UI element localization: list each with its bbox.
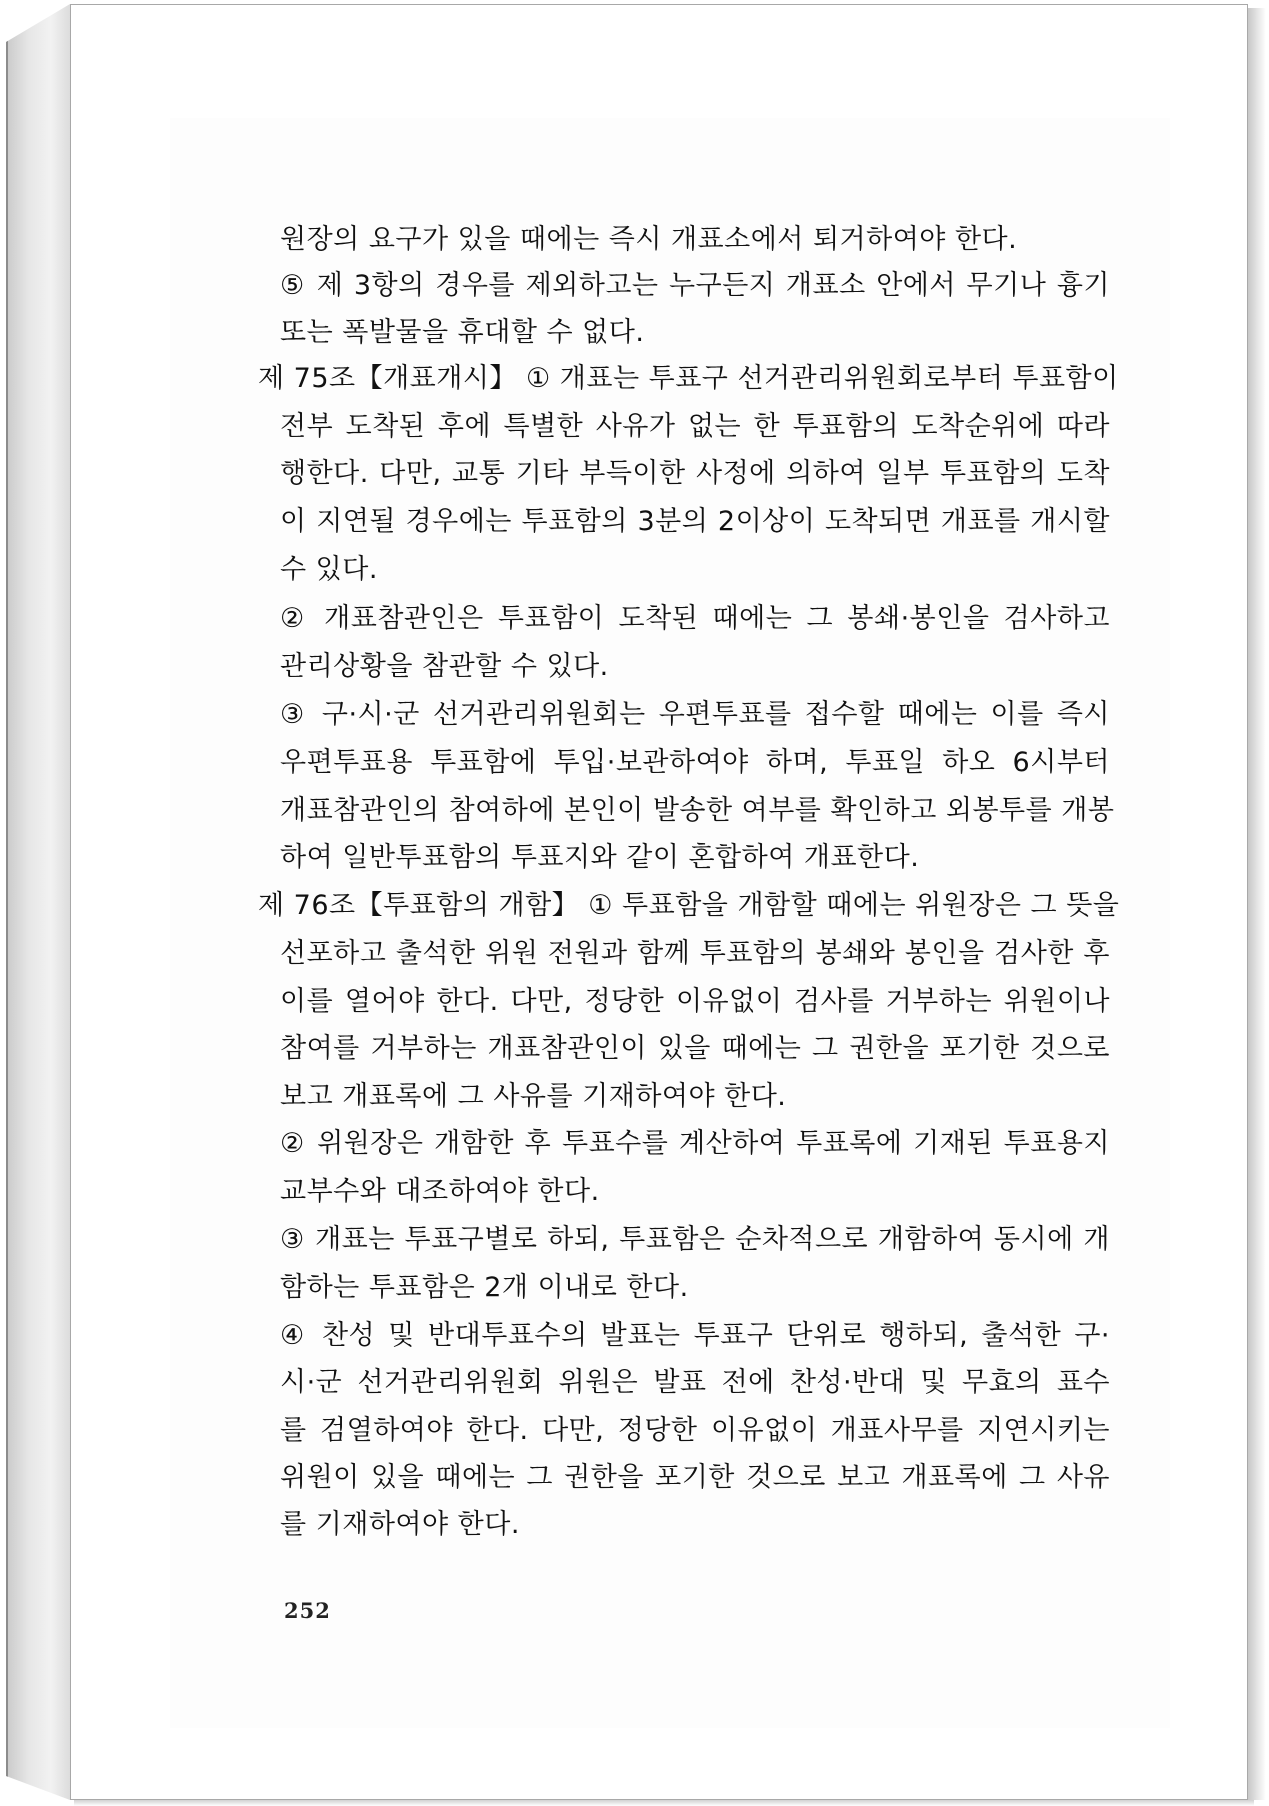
article-heading-line: 제 75조【개표개시】 ① 개표는 투표구 선거관리위원회로부터 투표함이 (258, 363, 1119, 394)
text-line: 위원이 있을 때에는 그 권한을 포기한 것으로 보고 개표록에 그 사유 (280, 1462, 1110, 1493)
text-line: ③ 개표는 투표구별로 하되, 투표함은 순차적으로 개함하여 동시에 개 (280, 1224, 1110, 1255)
text-line: ⑤ 제 3항의 경우를 제외하고는 누구든지 개표소 안에서 무기나 흉기 (280, 270, 1110, 301)
text-line: 우편투표용 투표함에 투입·보관하여야 하며, 투표일 하오 6시부터 (280, 747, 1110, 778)
text-line: 하여 일반투표함의 투표지와 같이 혼합하여 개표한다. (280, 842, 920, 873)
text-line: 행한다. 다만, 교통 기타 부득이한 사정에 의하여 일부 투표함의 도착 (280, 458, 1110, 489)
text-line: 수 있다. (280, 554, 378, 585)
text-line: 를 검열하여야 한다. 다만, 정당한 이유없이 개표사무를 지연시키는 (280, 1415, 1110, 1446)
text-line: 또는 폭발물을 휴대할 수 없다. (280, 317, 645, 348)
text-line: 관리상황을 참관할 수 있다. (280, 651, 609, 682)
text-line: ② 개표참관인은 투표함이 도착된 때에는 그 봉쇄·봉인을 검사하고 (280, 603, 1110, 634)
text-line: ③ 구·시·군 선거관리위원회는 우편투표를 접수할 때에는 이를 즉시 (280, 699, 1110, 730)
article-heading-line: 제 76조【투표함의 개함】 ① 투표함을 개함할 때에는 위원장은 그 뜻을 (258, 890, 1120, 921)
text-line: ④ 찬성 및 반대투표수의 발표는 투표구 단위로 행하되, 출석한 구· (280, 1320, 1110, 1351)
text-line: 선포하고 출석한 위원 전원과 함께 투표함의 봉쇄와 봉인을 검사한 후 (280, 938, 1110, 969)
text-line: 개표참관인의 참여하에 본인이 발송한 여부를 확인하고 외봉투를 개봉 (280, 795, 1115, 826)
text-line: 함하는 투표함은 2개 이내로 한다. (280, 1272, 689, 1303)
text-line: 원장의 요구가 있을 때에는 즉시 개표소에서 퇴거하여야 한다. (280, 224, 1018, 255)
text-line: ② 위원장은 개함한 후 투표수를 계산하여 투표록에 기재된 투표용지 (280, 1128, 1110, 1159)
text-line: 전부 도착된 후에 특별한 사유가 없는 한 투표함의 도착순위에 따라 (280, 411, 1110, 442)
text-line: 를 기재하여야 한다. (280, 1509, 520, 1540)
text-line: 시·군 선거관리위원회 위원은 발표 전에 찬성·반대 및 무효의 표수 (280, 1367, 1110, 1398)
text-line: 보고 개표록에 그 사유를 기재하여야 한다. (280, 1081, 787, 1112)
text-line: 이 지연될 경우에는 투표함의 3분의 2이상이 도착되면 개표를 개시할 (280, 506, 1110, 537)
text-line: 이를 열어야 한다. 다만, 정당한 이유없이 검사를 거부하는 위원이나 (280, 986, 1110, 1017)
page-number: 252 (284, 1598, 331, 1623)
text-line: 참여를 거부하는 개표참관인이 있을 때에는 그 권한을 포기한 것으로 (280, 1033, 1110, 1064)
text-line: 교부수와 대조하여야 한다. (280, 1176, 600, 1207)
